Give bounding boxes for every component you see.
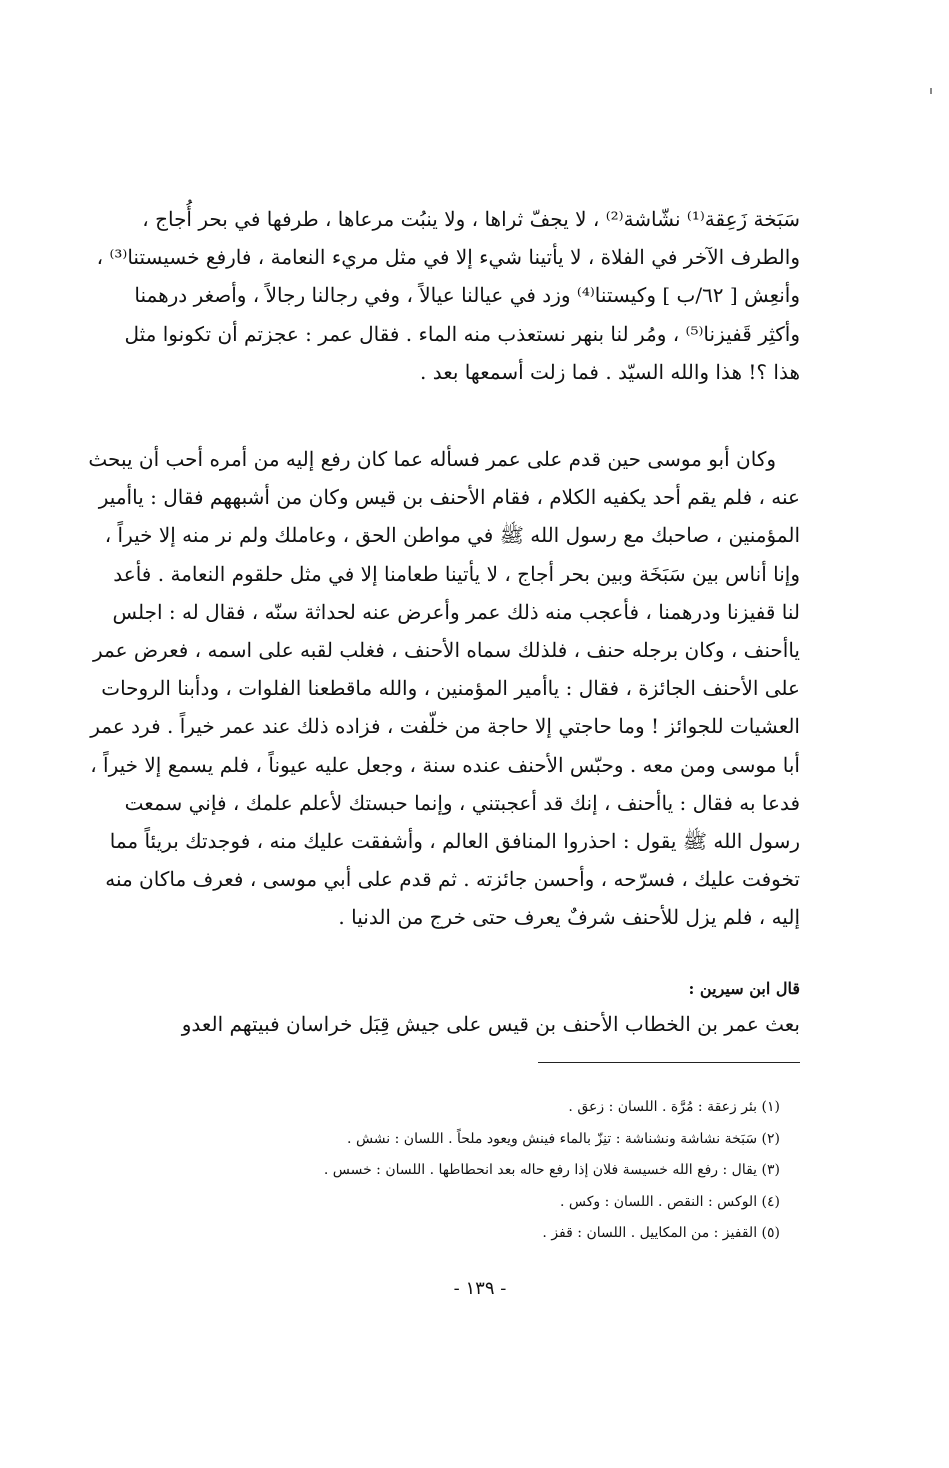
text-line: العشيات للجوائز ! وما حاجتي إلا حاجة من خلّفت ، فزاده ذلك عند عمر خيراً . فرد عمر	[90, 714, 800, 739]
text-line: أبا موسى ومن معه . وحبّس الأحنف عنده سنة ، وجعل عليه عيوناً ، فلم يسمع إلا خيراً ،	[90, 752, 800, 777]
text-line: وكان أبو موسى حين قدم على عمر فسأله عما كان رفع إليه من أمره أحب أن يبحث	[88, 447, 776, 471]
text-line: عنه ، فلم يقم أحد يكفيه الكلام ، فقام الأحنف بن قيس وكان من أشبههم فقال : ياأمير	[98, 485, 800, 510]
text-line: تخوفت عليك ، فسرّحه ، وأحسن جائزته . ثم قدم على أبي موسى ، فعرف ماكان منه	[105, 867, 800, 892]
text-line: فدعا به فقال : ياأحنف ، إنك قد أعجبتني ، وإنما حبستك لأعلم علمك ، فإني سمعت	[124, 790, 800, 815]
footnote: (٢) سَبَخة نشاشة ونشناشة : تنِزّ بالماء فينش ويعود ملحاً . اللسان : نشش .	[347, 1130, 780, 1147]
text-line: لنا قفيزنا ودرهمنا ، فأعجب منه ذلك عمر وأعرض عنه لحداثة سنّه ، فقال له : اجلس	[112, 599, 800, 624]
footnote-divider	[538, 1062, 800, 1063]
footnote: (٣) يقال : رفع الله خسيسة فلان إذا رفع حاله بعد انحطاطها . اللسان : خسس .	[323, 1162, 780, 1178]
scan-edge-mark	[930, 88, 932, 94]
text-line: سَبَخة زَعِقة⁽¹⁾ نشّاشة⁽²⁾ ، لا يجفّ ثراها ، ولا ينبُت مرعاها ، طرفها في بحر أُجاج ،	[142, 207, 800, 231]
text-line: رسول الله ﷺ يقول : احذروا المنافق العالم ، وأشفقت عليك منه ، فوجدتك بريئاً مما	[109, 829, 800, 854]
text-line: على الأحنف الجائزة ، فقال : ياأمير المؤمنين ، والله ماقطعنا الفلوات ، ودأبنا الروحات	[101, 676, 800, 701]
text-line: وأنعِش [ ٦٢/ب ] وكيستنا⁽⁴⁾ وزد في عيالنا عيالاً ، وفي رجالنا رجالاً ، وأصغر درهمنا	[134, 283, 800, 308]
text-line: ياأحنف ، وكان برجله حنف ، فلذلك سماه الأحنف ، فغلب لقبه على اسمه ، فعرض عمر	[92, 638, 800, 663]
text-line: والطرف الآخر في الفلاة ، لا يأتينا شيء إلا في مثل مريء النعامة ، فارفع خسيستنا⁽³⁾ ،	[96, 245, 800, 270]
footnote: (٤) الوكس : النقص . اللسان : وكس .	[559, 1193, 780, 1210]
text-line: وأكثِر قَفيزنا⁽⁵⁾ ، ومُر لنا بنهر نستعذب منه الماء . فقال عمر : عجزتم أن تكونوا مثل	[124, 321, 800, 346]
text-line: بعث عمر بن الخطاب الأحنف بن قيس على جيش قِبَل خراسان فبيتهم العدو	[181, 1012, 800, 1036]
text-line: هذا ؟! هذا والله السيّد . فما زلت أسمعها بعد .	[420, 359, 800, 384]
footnotes	[300, 1092, 780, 1250]
paragraph-3	[140, 1005, 800, 1043]
text-line: المؤمنين ، صاحبك مع رسول الله ﷺ في مواطن الحق ، وعاملك ولم نر منه إلا خيراً ،	[104, 523, 800, 548]
footnote: (٥) القفيز : من المكاييل . اللسان : قفز .	[542, 1225, 780, 1241]
page-number: - ١٣٩ -	[453, 1278, 507, 1299]
footnote: (١) بئر زعقة : مُرَّة . اللسان : زعق .	[568, 1099, 780, 1115]
text-line: إليه ، فلم يزل للأحنف شرفٌ يعرف حتى خرج من الدنيا .	[338, 905, 800, 930]
paragraph-2	[88, 440, 800, 937]
text-line: وإنا أناس بين سَبَخَة وبين بحر أجاج ، لا يأتينا طعامنا إلا في مثل حلقوم النعامة . فأعد	[113, 561, 800, 586]
paragraph-1	[96, 200, 800, 391]
section-heading: قال ابن سيرين :	[688, 979, 800, 998]
